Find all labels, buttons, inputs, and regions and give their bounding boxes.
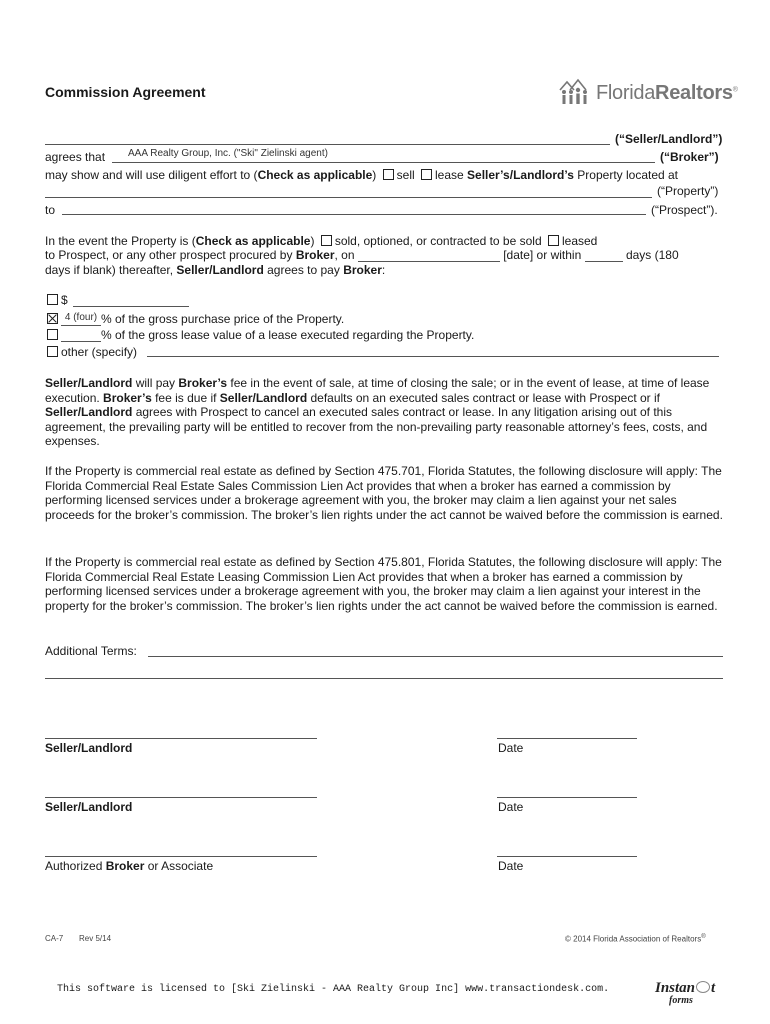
seller1-signature-line[interactable] — [45, 738, 317, 739]
other-label: other (specify) — [61, 345, 138, 359]
form-revision: Rev 5/14 — [79, 934, 112, 943]
broker-signature-line[interactable] — [45, 856, 317, 857]
leasing-lien-disclosure: If the Property is commercial real estate as defined by Section 475.801, Florida Statutes, the following disclosure will apply: The Florida Commercial Real Estate Leasing Commission Lien Act provides that when a broker has earned a commission by performing licensed services under a brokerage agreement with you, the broker may claim a lien against your interest in the property for the broker’s commission. The broker’s lien rights under the act cannot be waived before the commission is earned. — [45, 555, 722, 613]
percent-purchase-field[interactable] — [61, 311, 101, 326]
seller1-date-line[interactable] — [497, 738, 637, 739]
instanet-forms-logo — [655, 980, 730, 1010]
event-colon: : — [381, 263, 386, 277]
event-line3-text: days if blank) thereafter, — [45, 263, 174, 277]
dollar-amount-field[interactable] — [73, 306, 189, 307]
other-specify-line[interactable] — [147, 356, 719, 357]
seller2-date-label: Date — [498, 800, 524, 814]
broker-signature-label — [45, 859, 213, 873]
event-check-applicable: Check as applicable — [195, 234, 311, 248]
copyright-reg: ® — [701, 934, 706, 940]
broker-name-value[interactable]: AAA Realty Group, Inc. ("Ski" Zielinski agent) — [128, 148, 328, 159]
broker-name-line[interactable] — [112, 162, 655, 163]
event-on-text: , on — [334, 248, 355, 262]
percent-lease-field[interactable] — [61, 341, 101, 342]
event-date-within-text: [date] or within — [503, 248, 582, 262]
seller2-signature-line[interactable] — [45, 797, 317, 798]
seller1-date-label: Date — [498, 741, 524, 755]
sold-label: sold, optioned, or contracted to be sold — [334, 234, 542, 248]
event-days-field[interactable] — [585, 261, 623, 262]
check-applicable-text: Check as applicable — [257, 168, 373, 182]
sold-checkbox[interactable] — [321, 235, 332, 246]
broker-date-label: Date — [498, 859, 524, 873]
instanet-text-2: t — [711, 980, 716, 996]
broker-label: (“Broker”) — [660, 150, 719, 164]
seller-landlord-label: (“Seller/Landlord”) — [615, 132, 723, 146]
event-days-text: days (180 — [625, 248, 679, 262]
broker-date-line[interactable] — [497, 856, 637, 857]
copyright-text — [565, 934, 706, 944]
prospect-name-line[interactable] — [62, 214, 646, 215]
event-line1-text: In the event the Property is ( — [45, 234, 196, 248]
to-text: to — [45, 203, 56, 217]
logo-reg-mark: ® — [732, 86, 738, 94]
may-show-text: may show and will use diligent effort to ( — [45, 168, 258, 182]
event-line2-text: to Prospect, or any other prospect procured by — [45, 248, 293, 262]
sell-label: sell — [396, 168, 415, 182]
instanet-text-1: Instan — [655, 980, 696, 996]
instanet-swirl-icon — [696, 981, 710, 993]
leased-label: leased — [561, 234, 598, 248]
event-seller-landlord: Seller/Landlord — [176, 263, 264, 277]
authorized-text: Authorized — [45, 859, 103, 873]
leased-checkbox[interactable] — [548, 235, 559, 246]
page-title: Commission Agreement — [45, 84, 206, 100]
seller2-label: Seller/Landlord — [45, 800, 133, 814]
lease-label: lease — [435, 168, 464, 182]
lease-checkbox[interactable] — [421, 169, 432, 180]
event-date-field[interactable] — [358, 261, 500, 262]
fee-paragraph: Seller/Landlord will pay Broker’s fee in the event of sale, at time of closing the sale; or in the event of lease, at time of lease execution. Broker’s fee is due if Seller/Landlord defaults on an executed sales contract or lease with Prospect or if Seller/Landlord agrees with Prospect to cancel an executed sales contract or lease. In any litigation arising out of this agreement, the prevailing party will be entitled to recover from the non-prevailing party reasonable attorney’s fees, costs, and expenses. — [45, 376, 710, 449]
software-license-text: This software is licensed to [Ski Zielinski - AAA Realty Group Inc] www.transactiondesk.com. — [57, 984, 610, 995]
percent-purchase-checkbox[interactable] — [47, 313, 58, 324]
paren-close: ) — [372, 168, 377, 182]
percent-purchase-text: % of the gross purchase price of the Property. — [101, 312, 345, 326]
instanet-forms-text: forms — [669, 995, 693, 1006]
seller2-date-line[interactable] — [497, 797, 637, 798]
dollar-sign: $ — [61, 293, 68, 307]
broker-bold-text: Broker — [105, 859, 145, 873]
percent-purchase-value: 4 (four) — [64, 312, 98, 323]
sales-lien-disclosure: If the Property is commercial real estate as defined by Section 475.701, Florida Statutes, the following disclosure will apply: The Florida Commercial Real Estate Sales Commission Lien Act provides that when a broker has earned a commission by performing licensed services under a brokerage agreement with you, the broker may claim a lien against your net sales proceeds for the broker’s commission. The broker’s lien rights under the act cannot be waived before the commission is earned. — [45, 464, 723, 522]
realtors-house-icon — [556, 78, 592, 106]
form-id: CA-7 — [45, 934, 64, 943]
logo-text-realtors: Realtors — [655, 82, 733, 104]
agrees-that-text: agrees that — [45, 150, 106, 164]
property-located-text: Property located at — [577, 168, 679, 182]
event-broker-text: Broker — [295, 248, 335, 262]
additional-terms-line-1[interactable] — [148, 656, 723, 657]
other-checkbox[interactable] — [47, 346, 58, 357]
additional-terms-label: Additional Terms: — [45, 644, 137, 658]
property-label: (“Property”) — [657, 184, 719, 198]
sell-checkbox[interactable] — [383, 169, 394, 180]
dollar-checkbox[interactable] — [47, 294, 58, 305]
percent-lease-text: % of the gross lease value of a lease executed regarding the Property. — [101, 328, 475, 342]
seller-name-line[interactable] — [45, 144, 610, 145]
event-agrees-to-pay: agrees to pay — [267, 263, 340, 277]
logo-text-florida: Florida — [596, 82, 656, 104]
prospect-label: (“Prospect”). — [651, 203, 718, 217]
event-paren-close: ) — [310, 234, 315, 248]
sellers-landlords-text: Seller’s/Landlord’s — [467, 168, 574, 182]
additional-terms-line-2[interactable] — [45, 678, 723, 679]
or-associate-text: or Associate — [147, 859, 214, 873]
event-broker-colon: Broker — [343, 263, 382, 277]
percent-lease-checkbox[interactable] — [47, 329, 58, 340]
seller1-label: Seller/Landlord — [45, 741, 133, 755]
florida-realtors-logo — [556, 78, 738, 108]
copyright-body: © 2014 Florida Association of Realtors — [565, 934, 702, 944]
property-address-line[interactable] — [45, 197, 652, 198]
